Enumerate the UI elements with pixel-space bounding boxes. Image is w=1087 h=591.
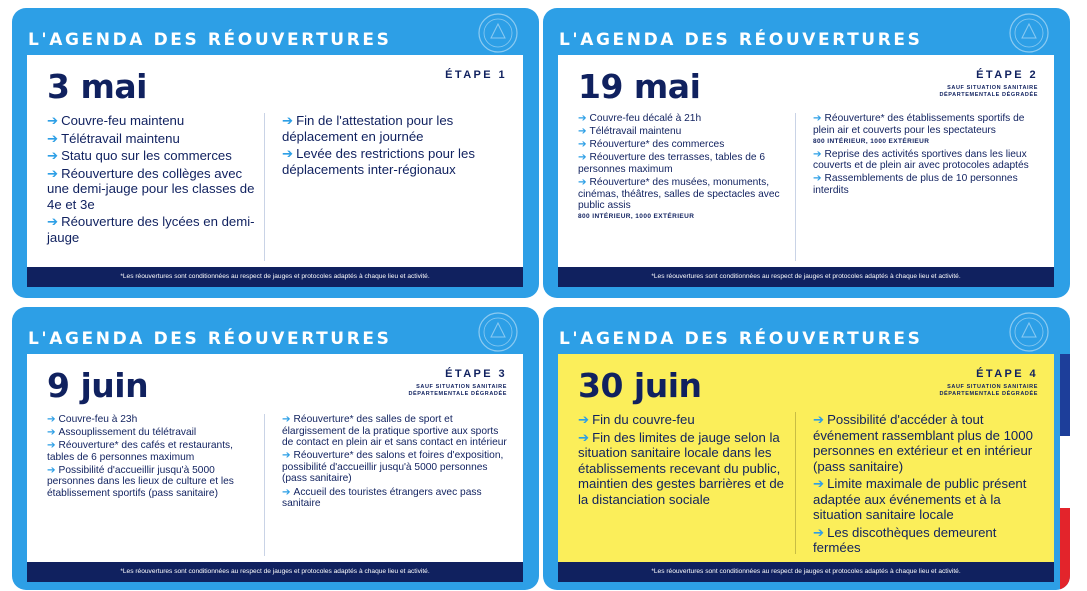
- agenda-card: [558, 354, 1054, 562]
- flag-red-band: [1060, 508, 1070, 590]
- arrow-icon: ➔: [813, 412, 825, 427]
- measure-item: ➔ Limite maximale de public présent adaptée aux événements et à la situation sanitaire locale: [813, 476, 1027, 522]
- measure-item: ➔ Réouverture* des établissements sportifs de plein air et couverts pour les spectateurs: [813, 113, 1025, 136]
- measure-item: ➔ Réouverture* des commerces: [578, 139, 725, 151]
- republic-seal-icon: [469, 311, 527, 353]
- column-divider: [264, 414, 265, 556]
- arrow-icon: ➔: [282, 414, 291, 425]
- column-divider: [264, 113, 265, 261]
- arrow-icon: ➔: [47, 440, 56, 452]
- arrow-icon: ➔: [578, 139, 587, 151]
- arrow-icon: ➔: [47, 464, 56, 476]
- capacity-note: 800 INTÉRIEUR, 1000 EXTÉRIEUR: [813, 137, 930, 145]
- measures-left-column: [578, 412, 788, 509]
- panel-header: L'AGENDA DES RÉOUVERTURES: [559, 30, 923, 50]
- measures-left-column: [578, 113, 788, 224]
- etape-subnote: SAUF SITUATION SANITAIRE DÉPARTEMENTALE DÉGRADÉE: [939, 85, 1038, 98]
- measure-item: ➔ Réouverture* des cafés et restaurants, tables de 6 personnes maximum: [47, 440, 233, 463]
- measure-item: ➔ Réouverture* des salles de sport et élargissement de la pratique sportive aux sports de contact en plein air et sans contact en intérieur: [282, 414, 507, 449]
- measure-item: ➔ Couvre-feu décalé à 21h: [578, 113, 702, 124]
- measure-item: ➔ Réouverture des collèges avec une demi-jauge pour les classes de 4e et 3e: [47, 165, 255, 212]
- arrow-icon: ➔: [578, 412, 590, 427]
- arrow-icon: ➔: [47, 113, 59, 128]
- capacity-note: 800 INTÉRIEUR, 1000 EXTÉRIEUR: [578, 213, 695, 221]
- agenda-panel-etape-1: [12, 8, 539, 298]
- arrow-icon: ➔: [813, 113, 822, 124]
- conditions-footer: *Les réouvertures sont conditionnées au respect de jauges et protocoles adaptés à chaque lieu et activité.: [558, 267, 1054, 287]
- etape-label: ÉTAPE 4: [976, 368, 1038, 380]
- measure-item: ➔ Couvre-feu à 23h: [47, 414, 138, 425]
- agenda-card: [27, 354, 523, 562]
- arrow-icon: ➔: [813, 476, 825, 491]
- measures-right-column: [813, 113, 1038, 198]
- arrow-icon: ➔: [47, 165, 59, 181]
- conditions-footer: *Les réouvertures sont conditionnées au respect de jauges et protocoles adaptés à chaque lieu et activité.: [558, 562, 1054, 582]
- measure-item: ➔ Accueil des touristes étrangers avec pass sanitaire: [282, 486, 482, 510]
- etape-subnote: SAUF SITUATION SANITAIRE DÉPARTEMENTALE DÉGRADÉE: [408, 384, 507, 397]
- measure-item: ➔ Télétravail maintenu: [578, 126, 682, 138]
- panel-header: L'AGENDA DES RÉOUVERTURES: [28, 329, 392, 349]
- measures-right-column: [282, 414, 507, 511]
- measure-item: ➔ Fin de l'attestation pour les déplacement en journée: [282, 113, 454, 144]
- measure-item: ➔ Levée des restrictions pour les déplacements inter-régionaux: [282, 146, 475, 177]
- arrow-icon: ➔: [813, 173, 822, 185]
- agenda-card: [27, 55, 523, 267]
- column-divider: [795, 412, 796, 554]
- measures-left-column: [47, 113, 257, 247]
- flag-white-band: [1060, 436, 1070, 508]
- conditions-footer: *Les réouvertures sont conditionnées au respect de jauges et protocoles adaptés à chaque lieu et activité.: [27, 267, 523, 287]
- date-heading: 9 juin: [47, 366, 149, 405]
- measure-item: ➔ Réouverture des terrasses, tables de 6 personnes maximum: [578, 152, 766, 175]
- measure-item: ➔ Assouplissement du télétravail: [47, 427, 197, 439]
- etape-label: ÉTAPE 3: [445, 368, 507, 380]
- measure-item: ➔ Couvre-feu maintenu: [47, 113, 185, 128]
- measure-item: ➔ Réouverture* des salons et foires d'exposition, possibilité d'accueillir jusqu'à 5000 personnes (pass sanitaire): [282, 450, 504, 485]
- measure-item: ➔ Reprise des activités sportives dans les lieux couverts et de plein air avec protocoles adaptés: [813, 148, 1029, 172]
- arrow-icon: ➔: [47, 414, 56, 425]
- republic-seal-icon: [469, 12, 527, 54]
- flag-blue-band: [1060, 354, 1070, 436]
- arrow-icon: ➔: [578, 126, 587, 138]
- agenda-panel-etape-2: [543, 8, 1070, 298]
- measure-item: ➔ Fin des limites de jauge selon la situation sanitaire locale dans les établissements recevant du public, maintien des gestes barrières et de la distanciation sociale: [578, 429, 784, 507]
- french-flag-stripe: [1060, 354, 1070, 590]
- agenda-panel-etape-4: [543, 307, 1070, 590]
- measures-left-column: [47, 414, 257, 501]
- measure-item: ➔ Statu quo sur les commerces: [47, 148, 232, 163]
- measure-item: ➔ Fin du couvre-feu: [578, 412, 695, 427]
- measure-item: ➔ Possibilité d'accueillir jusqu'à 5000 personnes dans les lieux de culture et les établissement sportifs (pass sanitaire): [47, 464, 234, 500]
- measure-item: ➔ Réouverture* des musées, monuments, cinémas, théâtres, salles de spectacles avec public assis: [578, 176, 780, 212]
- measure-item: ➔ Possibilité d'accéder à tout événement rassemblant plus de 1000 personnes en extérieur et en intérieur (pass sanitaire): [813, 412, 1033, 474]
- republic-seal-icon: [1000, 12, 1058, 54]
- measures-right-column: [282, 113, 507, 179]
- measure-item: ➔ Rassemblements de plus de 10 personnes interdits: [813, 173, 1018, 196]
- arrow-icon: ➔: [578, 176, 587, 188]
- column-divider: [795, 113, 796, 261]
- arrow-icon: ➔: [47, 130, 59, 146]
- arrow-icon: ➔: [578, 152, 587, 164]
- arrow-icon: ➔: [47, 427, 56, 439]
- arrow-icon: ➔: [282, 486, 291, 498]
- arrow-icon: ➔: [578, 113, 587, 124]
- arrow-icon: ➔: [282, 450, 291, 462]
- republic-seal-icon: [1000, 311, 1058, 353]
- panel-header: L'AGENDA DES RÉOUVERTURES: [559, 329, 923, 349]
- arrow-icon: ➔: [578, 429, 590, 445]
- arrow-icon: ➔: [47, 148, 59, 163]
- conditions-footer: *Les réouvertures sont conditionnées au respect de jauges et protocoles adaptés à chaque lieu et activité.: [27, 562, 523, 582]
- measure-item: ➔ Réouverture des lycées en demi-jauge: [47, 214, 255, 245]
- etape-label: ÉTAPE 1: [445, 69, 507, 81]
- date-heading: 30 juin: [578, 366, 702, 405]
- agenda-panel-etape-3: [12, 307, 539, 590]
- measure-item: ➔ Télétravail maintenu: [47, 130, 180, 146]
- panel-header: L'AGENDA DES RÉOUVERTURES: [28, 30, 392, 50]
- arrow-icon: ➔: [813, 524, 825, 540]
- arrow-icon: ➔: [47, 214, 59, 229]
- etape-label: ÉTAPE 2: [976, 69, 1038, 81]
- agenda-card: [558, 55, 1054, 267]
- etape-subnote: SAUF SITUATION SANITAIRE DÉPARTEMENTALE DÉGRADÉE: [939, 384, 1038, 397]
- arrow-icon: ➔: [282, 113, 294, 128]
- measure-item: ➔ Les discothèques demeurent fermées: [813, 524, 997, 555]
- date-heading: 19 mai: [578, 67, 701, 106]
- date-heading: 3 mai: [47, 67, 147, 106]
- arrow-icon: ➔: [813, 148, 822, 160]
- measures-right-column: [813, 412, 1038, 558]
- arrow-icon: ➔: [282, 146, 294, 161]
